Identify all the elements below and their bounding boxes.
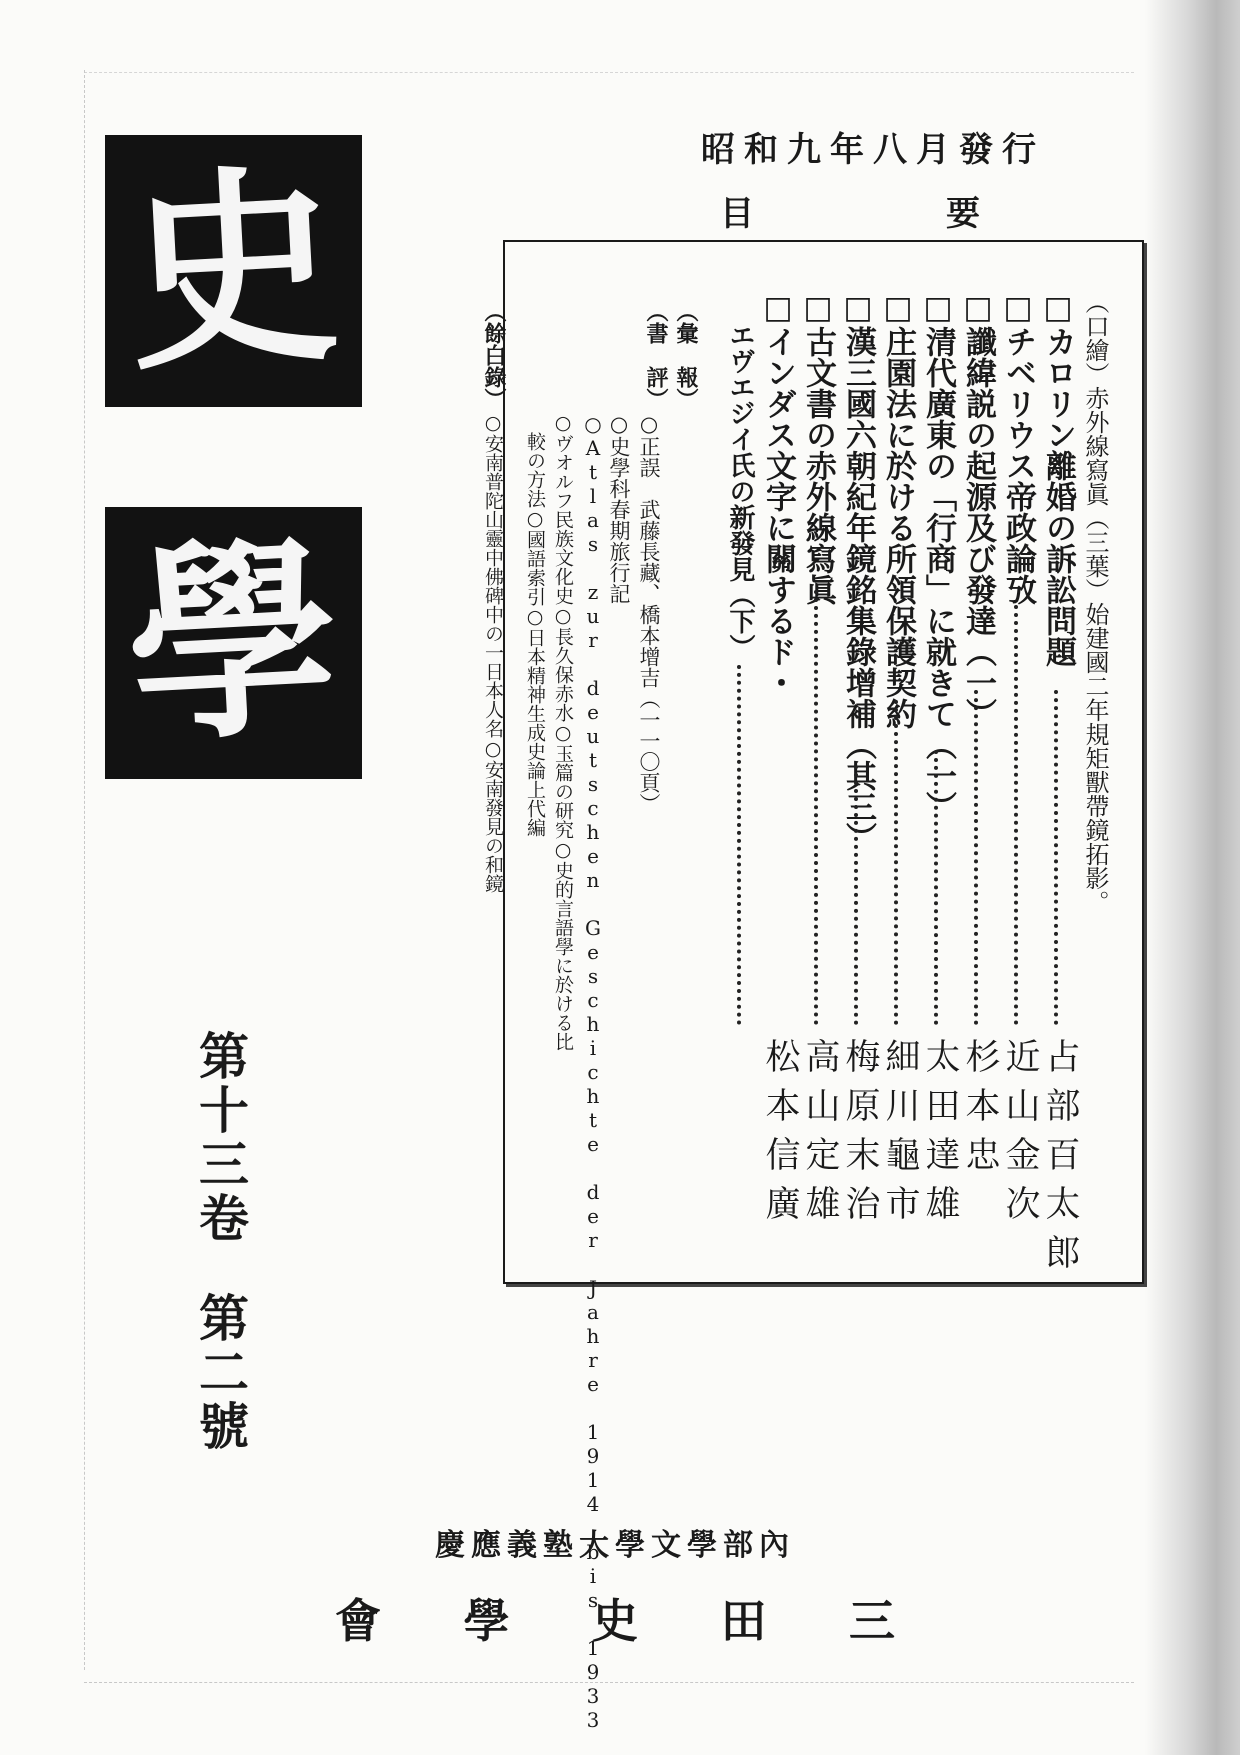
section-line: ○史學科春期旅行記	[607, 412, 631, 604]
toc-entry-author: 近山金次	[1000, 1038, 1040, 1234]
journal-title-block-2	[105, 507, 362, 779]
toc-entry-title	[880, 290, 916, 729]
section-label-margin-notes: （餘白錄）	[481, 300, 507, 410]
checkbox-icon: □	[840, 290, 876, 326]
toc-entry-title	[800, 290, 836, 605]
leader-dots	[854, 765, 858, 1025]
toc-entry-subtitle: エヴエジイ氏の新發見（下）	[725, 322, 755, 660]
toc-entry-title	[960, 290, 996, 729]
toc-entry-title-text: 庄園法に於ける所領保護契約	[880, 326, 916, 729]
toc-entry	[1002, 290, 1042, 1275]
journal-title-block-1	[105, 135, 362, 407]
leader-dots	[894, 700, 898, 1025]
toc-entry-author: 細川龜市	[880, 1038, 920, 1234]
toc-entry-author: 高山定雄	[800, 1038, 840, 1234]
publisher-address-text: 慶應義塾大學文學部內	[435, 1528, 795, 1563]
toc-heading-char-1: 要	[946, 194, 980, 234]
toc-entry-author: 太田達雄	[920, 1038, 960, 1234]
checkbox-icon: □	[1000, 290, 1036, 326]
publisher-name-char: 三	[849, 1594, 895, 1648]
section-line: ○安南普陀山靈中佛碑中の一日本人名○安南發見の和鏡	[482, 412, 504, 893]
toc-entry	[962, 290, 1002, 1275]
toc-entry-title-text: インダス文字に關するド・	[760, 326, 796, 698]
checkbox-icon: □	[920, 290, 956, 326]
toc-entry-author: 杉本忠	[960, 1038, 1000, 1185]
toc-entry-title	[920, 290, 956, 822]
toc-entry-author: 占部百太郎	[1040, 1038, 1080, 1283]
toc-entry-title	[1040, 290, 1076, 667]
toc-entry-author: 梅原末治	[840, 1038, 880, 1234]
toc-entry-title-text: 清代廣東の「行商」に就きて（一）	[920, 326, 956, 822]
toc-heading-char-2: 目	[720, 194, 754, 234]
toc-entry-title-text: 古文書の赤外線寫眞	[800, 326, 836, 605]
checkbox-icon: □	[960, 290, 996, 326]
frontispiece-line	[1083, 290, 1107, 914]
leader-dots	[974, 690, 978, 1025]
publisher-name-char: 學	[463, 1594, 510, 1648]
publication-date	[665, 122, 1045, 171]
leader-dots	[934, 750, 938, 1025]
publisher-name	[335, 1585, 895, 1651]
toc-entry-title-text: カロリン離婚の訴訟問題	[1040, 326, 1076, 667]
crop-line-bottom	[84, 1682, 1134, 1683]
checkbox-icon: □	[880, 290, 916, 326]
volume-issue	[191, 1030, 250, 1490]
leader-dots	[1014, 605, 1018, 1025]
toc-entry	[1040, 290, 1082, 1283]
publisher-name-char: 史	[592, 1594, 638, 1648]
journal-title-char-1: 史	[122, 141, 345, 400]
publisher-name-char: 會	[335, 1594, 381, 1648]
section-line: ○正誤 武藤長藏、橋本增吉（一一〇頁）	[637, 412, 661, 814]
checkbox-icon: □	[760, 290, 796, 326]
crop-line-top	[84, 72, 1134, 73]
leader-dots	[814, 590, 818, 1025]
issue-number: 第二號	[191, 1292, 250, 1454]
scan-edge-shadow	[1145, 0, 1240, 1755]
toc-entry-author: 松本信廣	[760, 1038, 800, 1234]
crop-line-left	[84, 70, 85, 1670]
section-label-reviews: （書 評）	[643, 300, 669, 410]
journal-title-char-2: 學	[122, 513, 345, 772]
leader-dots	[737, 665, 741, 1025]
toc-entry-title-text: 漢三國六朝紀年鏡銘集錄增補（其三）	[840, 326, 876, 853]
section-line: ○Atlas zur deutschen Geschichte der Jahre 1914 bis 1933	[581, 412, 605, 1732]
publication-date-text: 昭和九年八月發行	[701, 130, 1045, 170]
toc-entry	[882, 290, 922, 1275]
volume-number: 第十三卷	[191, 1030, 250, 1246]
publisher-address	[425, 1520, 805, 1564]
section-label-news: （彙 報）	[673, 300, 699, 410]
toc-entry	[762, 290, 802, 1275]
toc-entry-title-text: 讖緯説の起源及び發達（一）	[960, 326, 996, 729]
toc-entry	[922, 290, 962, 1275]
leader-dots	[1054, 690, 1058, 1025]
toc-entry-title	[1000, 290, 1036, 605]
frontispiece-label: （口繪）	[1081, 290, 1109, 386]
publisher-name-char: 田	[720, 1594, 767, 1648]
section-line: 較の方法○國語索引○日本精神生成史論上代編	[524, 432, 546, 837]
frontispiece-text: 赤外線寫眞（三葉）始建國二年規矩獸帶鏡拓影。	[1081, 386, 1109, 914]
checkbox-icon: □	[800, 290, 836, 326]
toc-heading	[720, 186, 980, 235]
toc-entry-title-text: チベリウス帝政論攷	[1000, 326, 1036, 605]
toc-entry	[842, 290, 882, 1275]
toc-entry	[802, 290, 842, 1275]
checkbox-icon: □	[1040, 290, 1076, 326]
section-line: ○ヴオルフ民族文化史○長久保赤水○玉篇の研究○史的言語學に於ける比	[552, 412, 574, 1051]
toc-entry-continuation	[727, 290, 767, 1275]
